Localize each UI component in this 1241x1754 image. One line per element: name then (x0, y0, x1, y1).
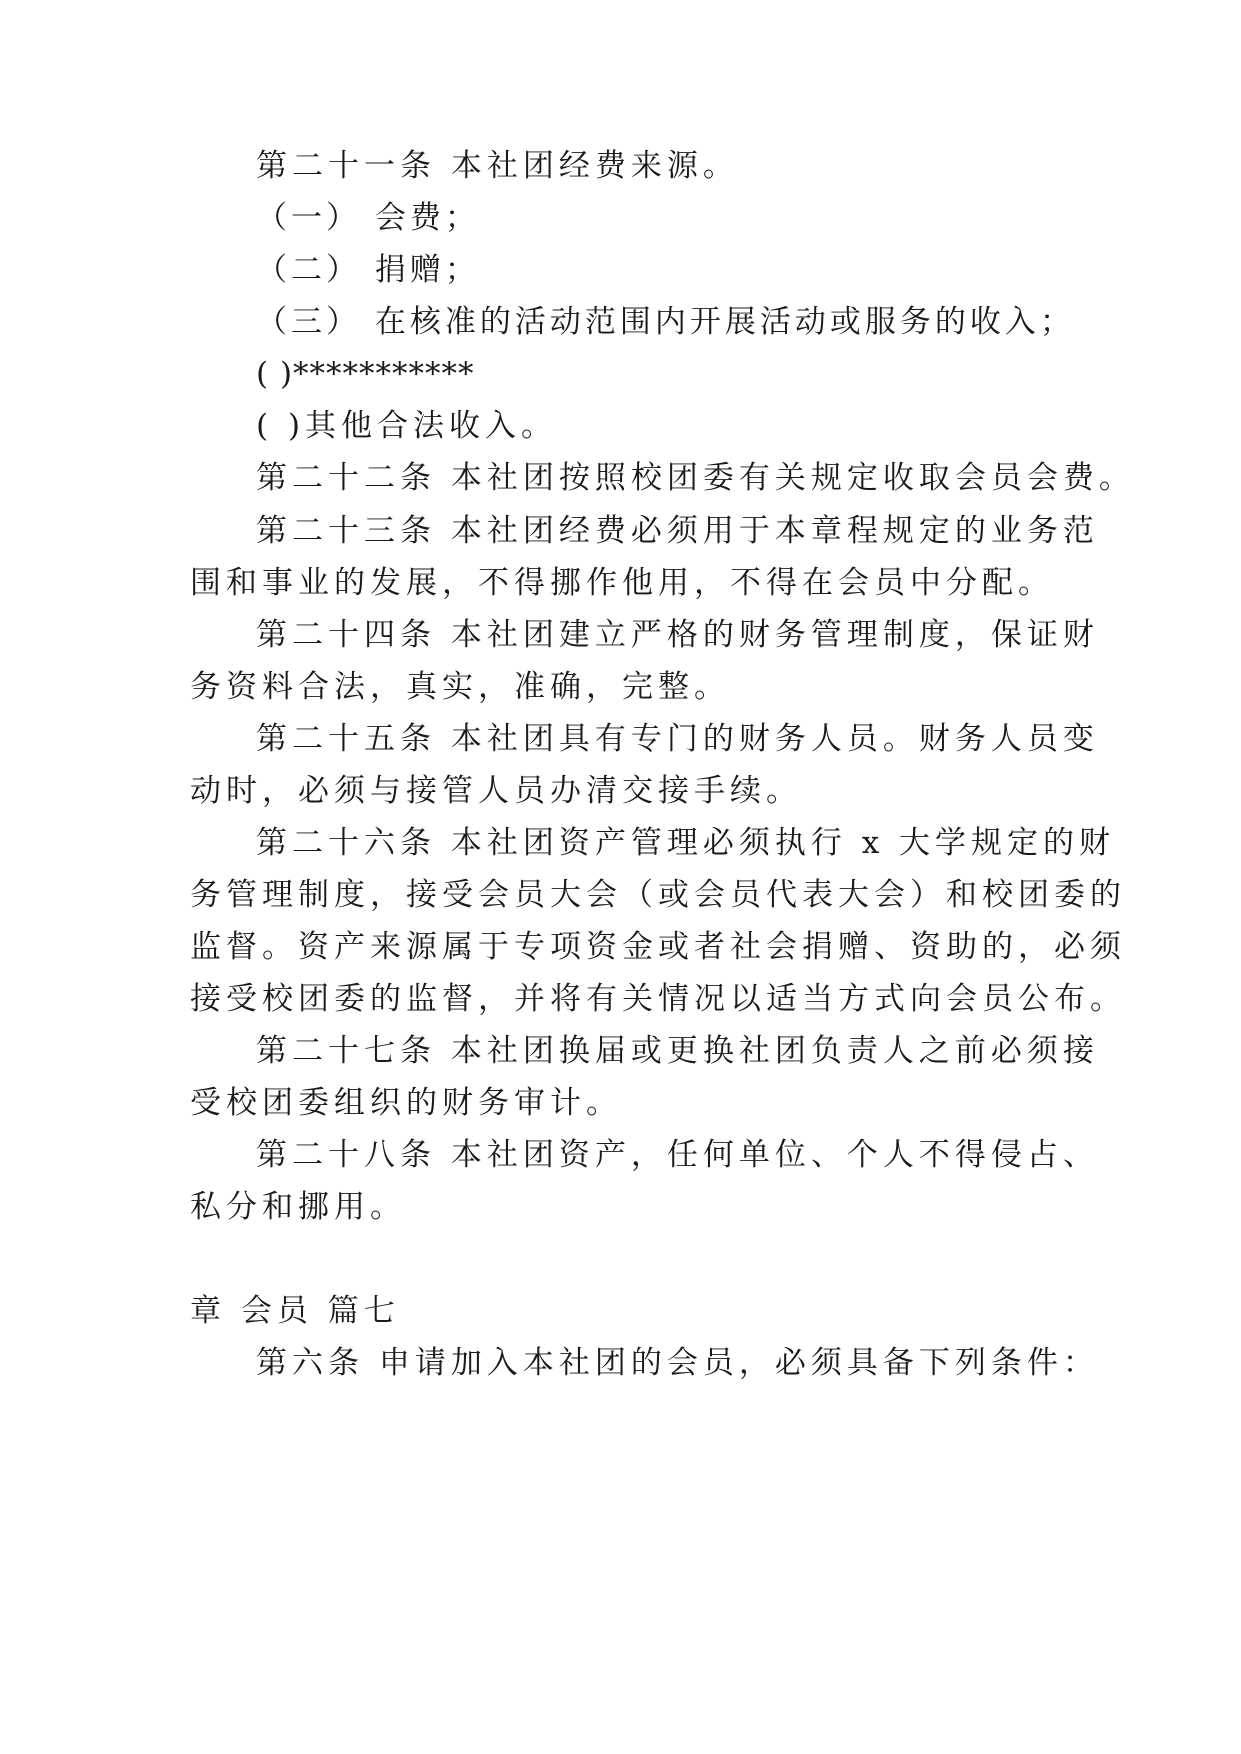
article-23-line-1: 第二十三条 本社团经费必须用于本章程规定的业务范 (256, 513, 1099, 549)
list-item-2: （二） 捐赠； (256, 252, 480, 288)
chapter-heading: 章 会员 篇七 (190, 1293, 400, 1329)
article-6: 第六条 申请加入本社团的会员，必须具备下列条件： (256, 1345, 1099, 1381)
article-27-line-1: 第二十七条 本社团换届或更换社团负责人之前必须接 (256, 1033, 1099, 1069)
list-item-1: （一） 会费； (256, 200, 480, 236)
article-25-line-2: 动时，必须与接管人员办清交接手续。 (190, 773, 802, 809)
article-27-line-2: 受校团委组织的财务审计。 (190, 1085, 622, 1121)
list-item-4: ( )*********** (256, 356, 475, 392)
article-28-line-2: 私分和挪用。 (190, 1189, 406, 1225)
article-26-line-2: 务管理制度，接受会员大会（或会员代表大会）和校团委的 (190, 877, 1126, 913)
article-21-heading: 第二十一条 本社团经费来源。 (256, 148, 739, 184)
article-24-line-2: 务资料合法，真实，准确，完整。 (190, 669, 730, 705)
article-24-line-1: 第二十四条 本社团建立严格的财务管理制度，保证财 (256, 617, 1099, 653)
list-item-3: （三） 在核准的活动范围内开展活动或服务的收入； (256, 304, 1075, 340)
article-25-line-1: 第二十五条 本社团具有专门的财务人员。财务人员变 (256, 721, 1099, 757)
list-item-5: ( )其他合法收入。 (256, 408, 558, 444)
article-26-line-3: 监督。资产来源属于专项资金或者社会捐赠、资助的，必须 (190, 929, 1126, 965)
article-26-line-4: 接受校团委的监督，并将有关情况以适当方式向会员公布。 (190, 981, 1126, 1017)
article-26-line-1: 第二十六条 本社团资产管理必须执行 x 大学规定的财 (256, 825, 1116, 861)
article-22: 第二十二条 本社团按照校团委有关规定收取会员会费。 (256, 460, 1135, 496)
article-23-line-2: 围和事业的发展，不得挪作他用，不得在会员中分配。 (190, 565, 1054, 601)
article-28-line-1: 第二十八条 本社团资产，任何单位、个人不得侵占、 (256, 1137, 1099, 1173)
